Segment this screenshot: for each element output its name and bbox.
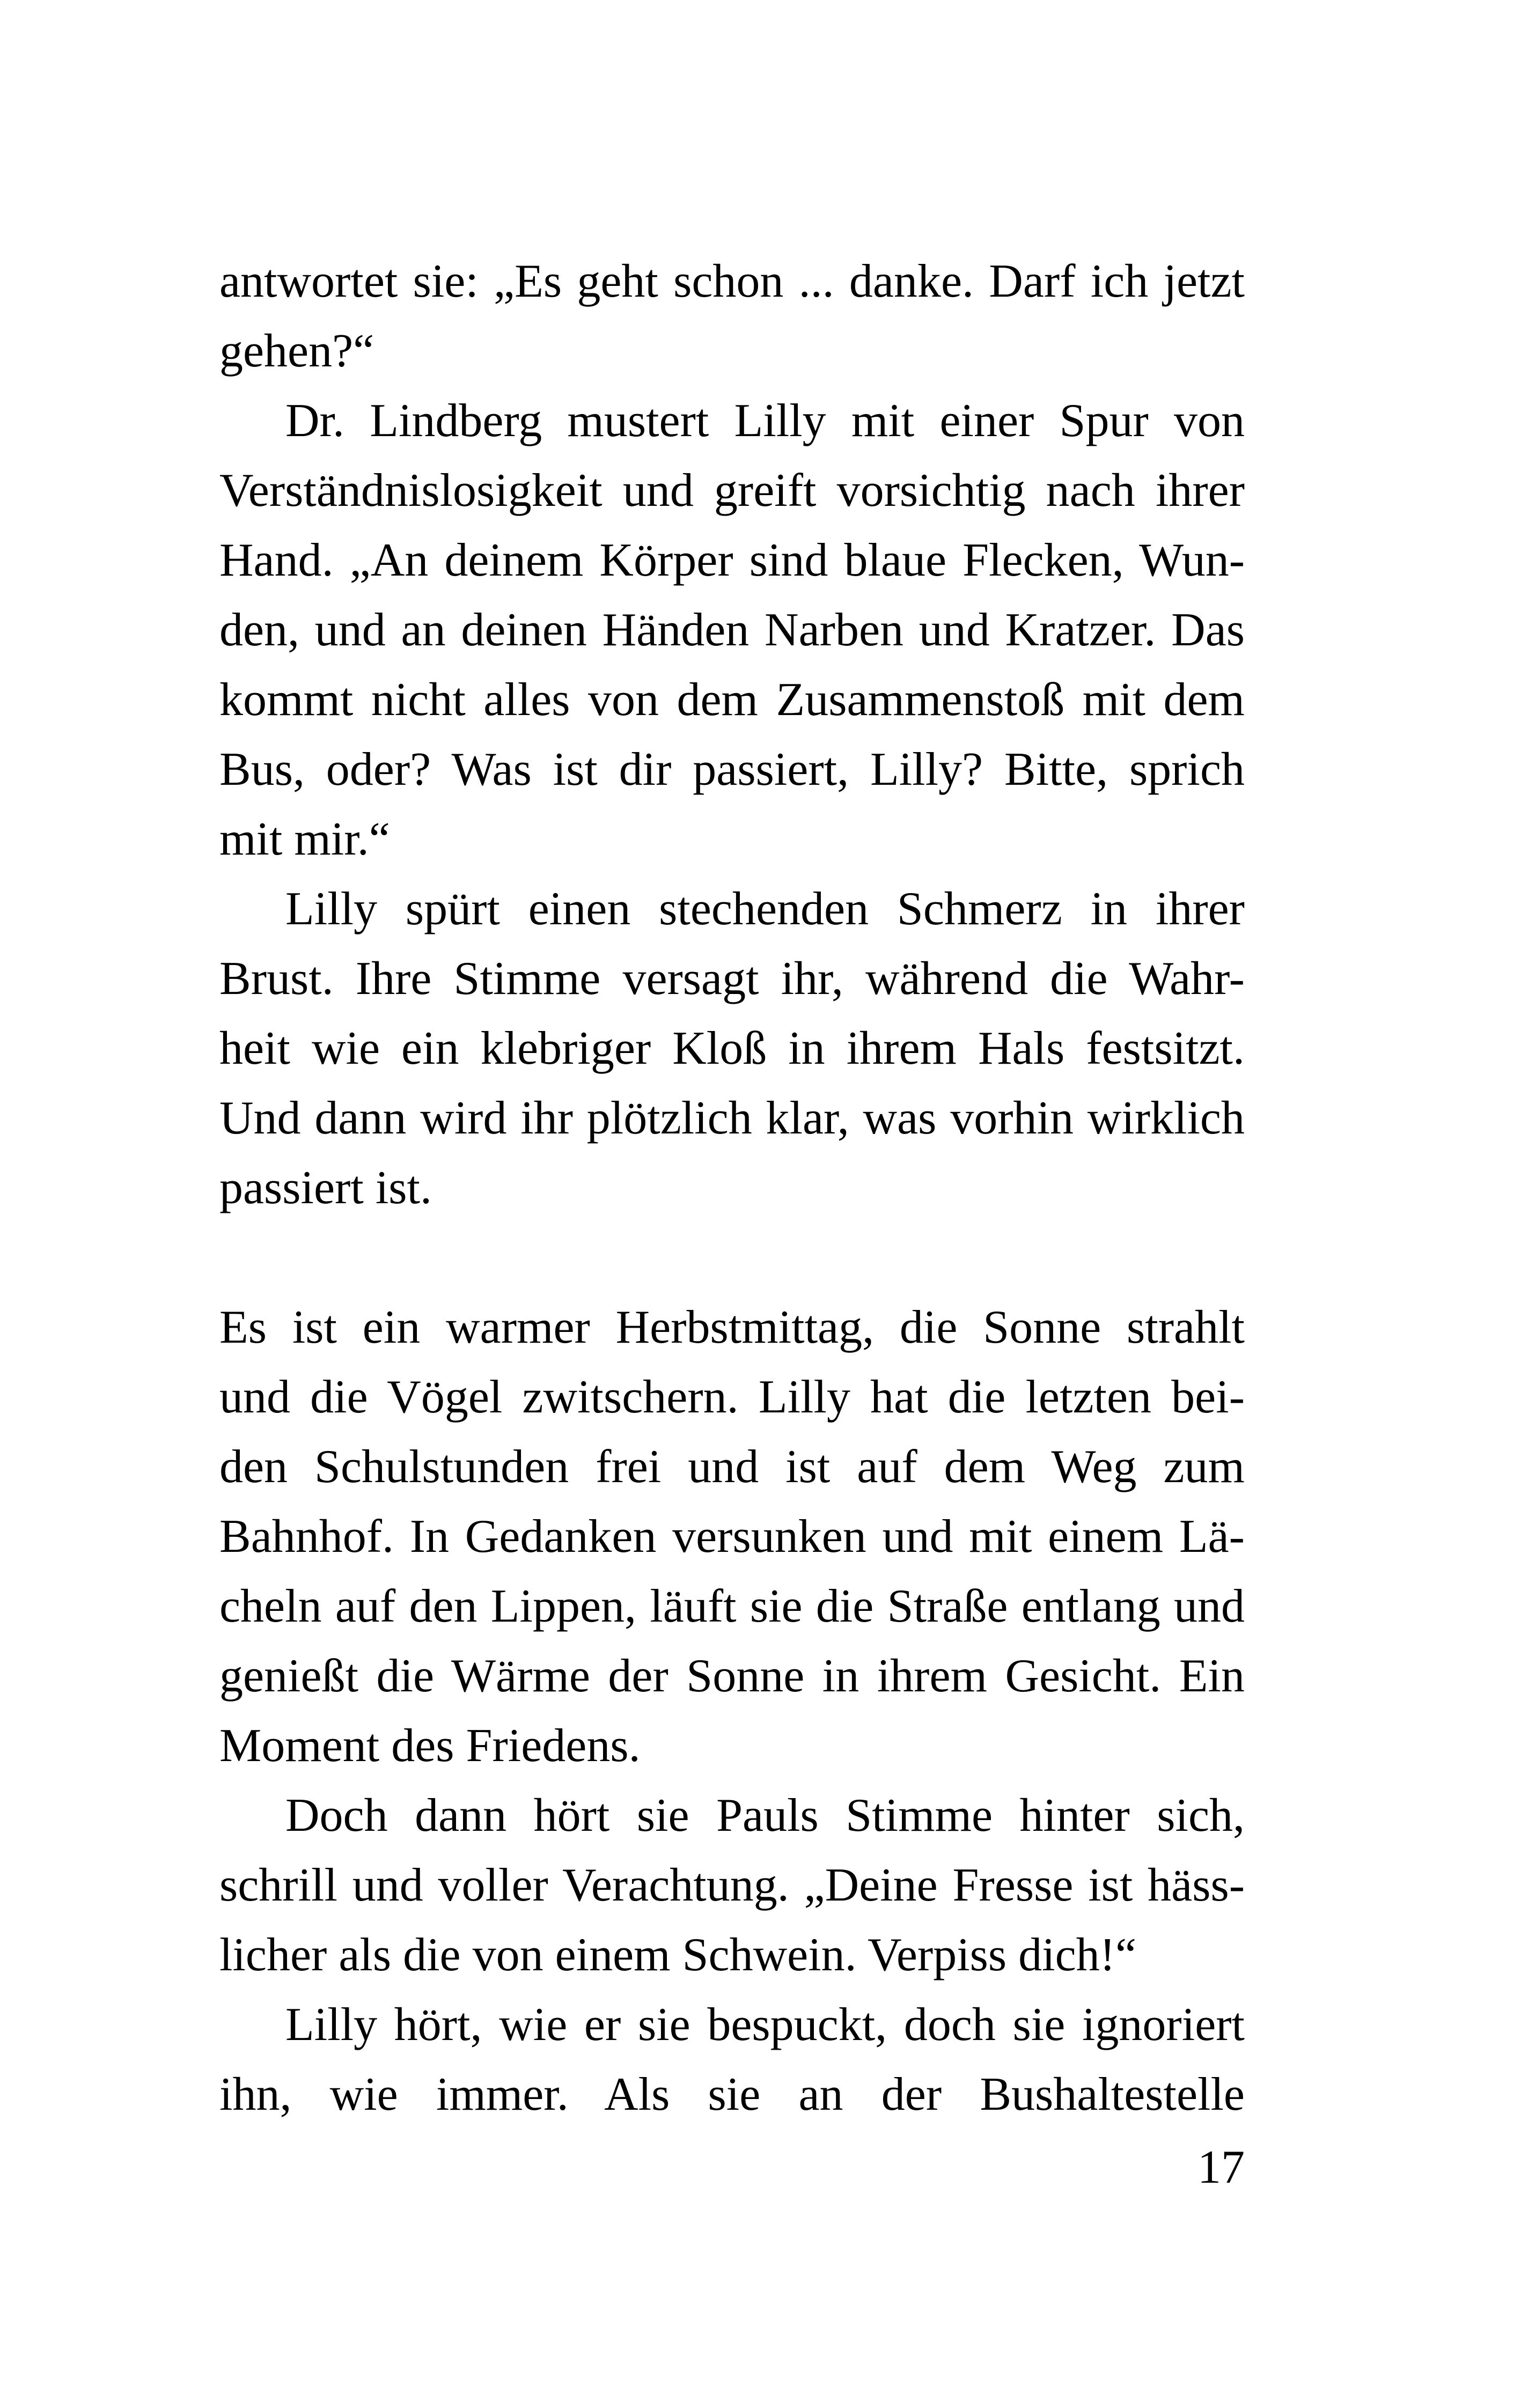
text-line: Doch dann hört sie Pauls Stimme hinter sich, (285, 1790, 1245, 1842)
text-line: passiert ist. (219, 1162, 432, 1214)
text-line: Und dann wird ihr plötzlich klar, was vorhin wirklich (219, 1092, 1245, 1144)
text-line: Lilly hört, wie er sie bespuckt, doch sie ignoriert (285, 1999, 1245, 2051)
text-line: antwortet sie: „Es geht schon ... danke. Darf ich jetzt (219, 255, 1245, 307)
text-line: Moment des Friedens. (219, 1720, 641, 1772)
text-line: ihn, wie immer. Als sie an der Bushaltestelle (219, 2068, 1245, 2120)
text-line: Brust. Ihre Stimme versagt ihr, während die Wahr- (219, 953, 1245, 1005)
text-line: kommt nicht alles von dem Zusammenstoß mit dem (219, 674, 1245, 726)
text-line: genießt die Wärme der Sonne in ihrem Gesicht. Ein (219, 1650, 1245, 1702)
text-line: Lilly spürt einen stechenden Schmerz in ihrer (285, 883, 1245, 935)
text-line: den, und an deinen Händen Narben und Kratzer. Das (219, 604, 1245, 656)
text-line: Verständnislosigkeit und greift vorsichtig nach ihrer (219, 465, 1245, 517)
text-line: Hand. „An deinem Körper sind blaue Flecken, Wun- (219, 534, 1245, 586)
text-block (219, 247, 1245, 2130)
text-line: heit wie ein klebriger Kloß in ihrem Hals festsitzt. (219, 1022, 1245, 1074)
text-line: den Schulstunden frei und ist auf dem Weg zum (219, 1441, 1245, 1493)
text-line: cheln auf den Lippen, läuft sie die Straße entlang und (219, 1580, 1245, 1632)
text-line: gehen?“ (219, 325, 374, 377)
text-line: Bahnhof. In Gedanken versunken und mit einem Lä- (219, 1511, 1245, 1563)
text-line: schrill und voller Verachtung. „Deine Fresse ist häss- (219, 1859, 1245, 1911)
text-line: mit mir.“ (219, 813, 390, 865)
text-line: und die Vögel zwitschern. Lilly hat die letzten bei- (219, 1371, 1245, 1423)
scene-break-line (219, 1223, 1245, 1293)
text-line: licher als die von einem Schwein. Verpiss dich!“ (219, 1929, 1137, 1981)
page-number: 17 (1197, 2141, 1245, 2193)
text-line: Bus, oder? Was ist dir passiert, Lilly? Bitte, sprich (219, 743, 1245, 796)
text-line: Es ist ein warmer Herbstmittag, die Sonne strahlt (219, 1301, 1245, 1353)
text-line: Dr. Lindberg mustert Lilly mit einer Spur von (285, 395, 1245, 447)
